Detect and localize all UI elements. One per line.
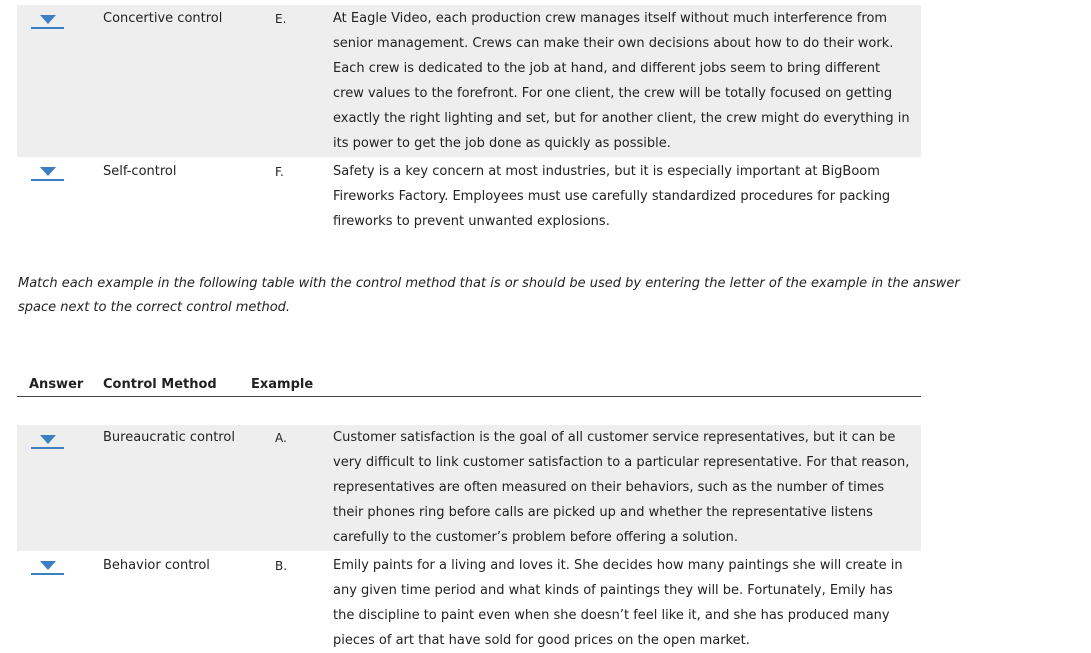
example-letter: F. [275,165,284,179]
example-text: At Eagle Video, each production crew manages itself without much interference from senior management. Crews can make their own decisions about how to do their work. Each crew is dedicated to the job at hand, and different jobs seem to bring different crew values to the forefront. For one client, the crew will be totally focused on getting exactly the right lighting and set, but for another client, the crew might do everything in its power to get the job done as quickly as possible. [333,11,910,151]
control-method-label: Self-control [103,164,177,179]
control-method-label: Bureaucratic control [103,430,235,445]
answer-underline [31,179,64,181]
control-method-label: Concertive control [103,11,223,26]
example-letter: E. [275,12,287,26]
caret-down-icon [40,435,56,444]
table-row [17,551,921,649]
caret-down-icon [40,167,56,176]
answer-dropdown[interactable] [31,13,64,29]
header-control-method: Control Method [103,377,217,392]
example-text: Safety is a key concern at most industries, but it is especially important at BigBoom Fireworks Factory. Employees must use carefully standardized procedures for packing fireworks to prevent unwanted explosions. [333,164,891,229]
table-row [17,157,921,237]
control-method-label: Behavior control [103,558,210,573]
header-example: Example [251,377,314,392]
example-letter: A. [275,431,287,445]
table-row [17,425,921,551]
table-row [17,5,921,157]
header-divider [17,396,921,397]
answer-dropdown[interactable] [31,433,64,449]
caret-down-icon [40,15,56,24]
answer-dropdown[interactable] [31,559,64,575]
header-answer: Answer [29,377,84,392]
answer-underline [31,447,64,449]
caret-down-icon [40,561,56,570]
example-text: Emily paints for a living and loves it. She decides how many paintings she will create in any given time period and what kinds of paintings they will be. Fortunately, Emily has the discipline to paint even when she doesn’t feel like it, and she has produced many pieces of art that have sold for good prices on the open market. [333,558,903,648]
instructions-text: Match each example in the following table with the control method that is or should be used by entering the letter of the example in the answer space next to the correct control method. [18,276,960,315]
answer-dropdown[interactable] [31,165,64,181]
answer-underline [31,27,64,29]
example-letter: B. [275,559,288,573]
example-text: Customer satisfaction is the goal of all customer service representatives, but it can be very difficult to link customer satisfaction to a particular representative. For that reason, representatives are often measured on their behaviors, such as the number of times their phones ring before calls are picked up and whether the representative listens carefully to the customer’s problem before offering a solution. [333,430,910,545]
answer-underline [31,573,64,575]
